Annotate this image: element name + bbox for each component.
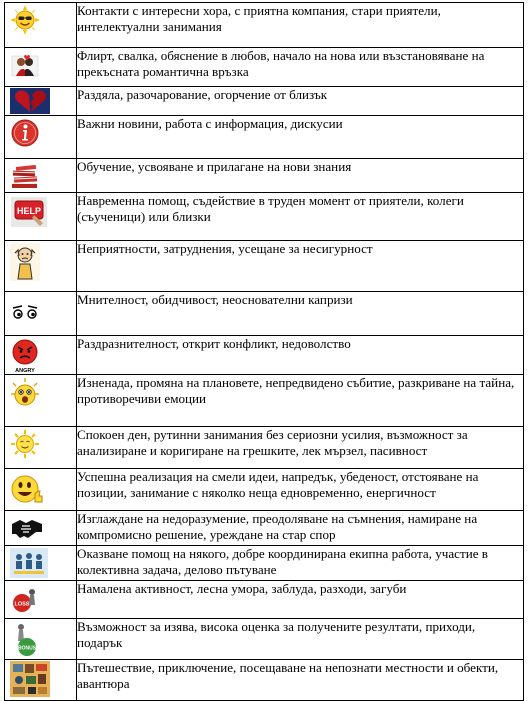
list-item-text: Оказване помощ на някого, добре координирана екипна работа, участие в колективна задача, делово пътуване: [77, 546, 524, 581]
table-row: [5, 546, 524, 581]
svg-text:HELP: HELP: [16, 206, 42, 216]
table-row: [5, 581, 524, 619]
angry-face-icon: [10, 338, 40, 374]
list-item-text: Контакти с интересни хора, с приятна компания, стари приятели, интелектуални занимания: [77, 3, 524, 48]
table-row: [5, 619, 524, 660]
table-row: [5, 193, 524, 241]
svg-text:LOSS: LOSS: [14, 601, 30, 608]
table-row: [5, 116, 524, 159]
list-item-text: Изненада, промяна на плановете, непредвидено събитие, разкриване на тайна, противоречиви емоции: [77, 375, 524, 427]
books-icon: [10, 161, 40, 191]
teamwork-icon: [10, 548, 48, 578]
table-row: [5, 469, 524, 511]
bonus-icon: [10, 621, 40, 657]
svg-text:BONUS: BONUS: [17, 645, 37, 652]
table-row: [5, 336, 524, 375]
table-row: [5, 660, 524, 701]
table-row: [5, 3, 524, 48]
suspicious-eyes-icon: [10, 304, 40, 320]
surprised-face-icon: [10, 377, 40, 411]
list-item-text: Обучение, усвояване и прилагане на нови знания: [77, 159, 524, 193]
table-row: [5, 375, 524, 427]
couple-kissing-icon: [10, 50, 40, 80]
list-item-text: Важни новини, работа с информация, дискусии: [77, 116, 524, 159]
table-row: [5, 427, 524, 469]
travel-collage-icon: [10, 661, 50, 697]
list-item-text: Пътешествие, приключение, посещаване на непознати местности и обекти, авантюра: [77, 660, 524, 701]
table-row: [5, 511, 524, 546]
help-key-icon: [10, 195, 48, 229]
list-item-text: Изглаждане на недоразумение, преодоляване на съмнения, намиране на компромисно решение, уреждане на стар спор: [77, 511, 524, 546]
handshake-icon: [10, 514, 44, 542]
table-row: [5, 241, 524, 292]
sunglasses-sun-smiley-icon: [10, 5, 40, 35]
table-row: [5, 87, 524, 116]
list-item-text: Неприятности, затруднения, усещане за несигурност: [77, 241, 524, 292]
svg-text:ANGRY: ANGRY: [15, 368, 35, 374]
list-item-text: Навременна помощ, съдействие в труден момент от приятели, колеги (съученици) или близки: [77, 193, 524, 241]
list-item-text: Намалена активност, лесна умора, заблуда, разходи, загуби: [77, 581, 524, 619]
table-row: [5, 48, 524, 87]
broken-heart-icon: [10, 88, 50, 114]
worried-man-icon: [10, 243, 40, 281]
thumbs-up-smiley-icon: [10, 472, 44, 508]
list-item-text: Мнителност, обидчивост, неоснователни капризи: [77, 292, 524, 336]
info-icon: [10, 118, 40, 148]
list-item-text: Флирт, свалка, обяснение в любов, начало на нова или възстановяване на прекъсната романтична връзка: [77, 48, 524, 87]
legend-table: [4, 2, 524, 701]
list-item-text: Възможност за изява, висока оценка за получените резултати, приходи, подарък: [77, 619, 524, 660]
table-row: [5, 159, 524, 193]
calm-sun-icon: [10, 429, 40, 459]
table-row: [5, 292, 524, 336]
list-item-text: Раздразнителност, открит конфликт, недоволство: [77, 336, 524, 375]
list-item-text: Раздяла, разочарование, огорчение от близък: [77, 87, 524, 116]
list-item-text: Спокоен ден, рутинни занимания без сериозни усилия, възможност за анализиране и коригиране на грешките, лек мързел, пасивност: [77, 427, 524, 469]
list-item-text: Успешна реализация на смели идеи, напредък, убеденост, отстояване на позиции, занимание с няколко неща едновременно, енергичност: [77, 469, 524, 511]
loss-icon: [10, 585, 40, 615]
